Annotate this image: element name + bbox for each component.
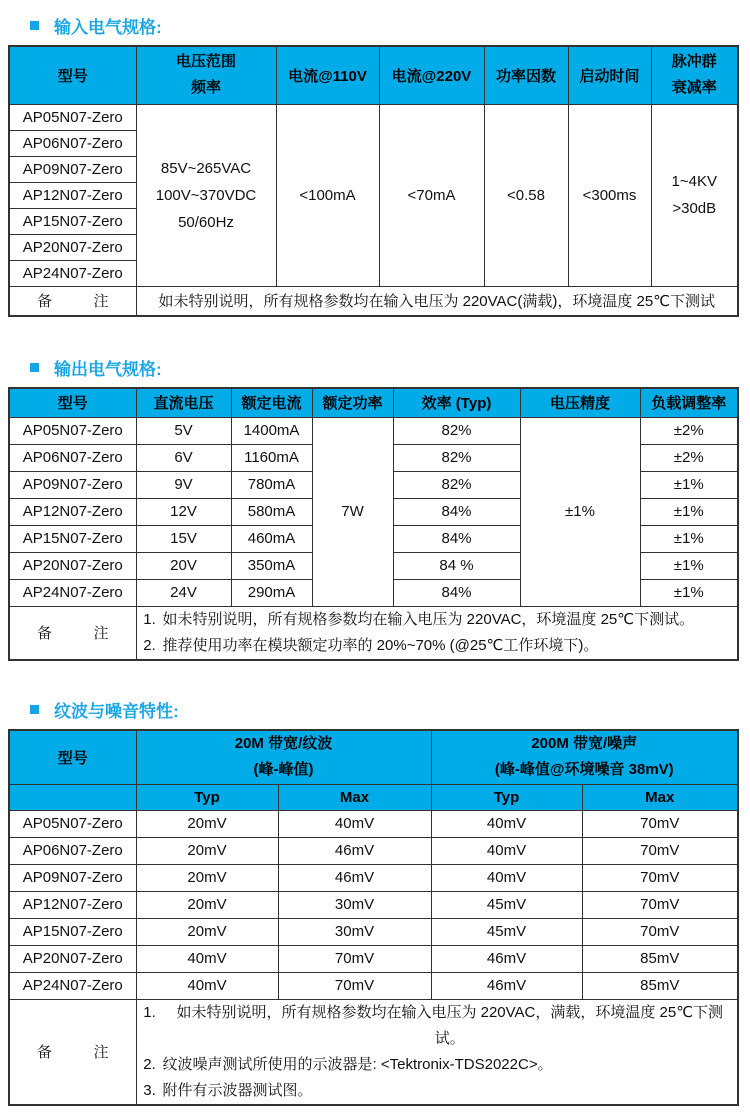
remark-text-cell [136, 606, 738, 660]
current-220v-cell: <70mA [379, 104, 484, 286]
model-cell: AP12N07-Zero [9, 498, 136, 525]
col-header-surge-attenuation: 脉冲群 衰减率 [651, 46, 738, 104]
model-cell: AP09N07-Zero [9, 156, 136, 182]
noise-max-cell: 85mV [582, 972, 738, 999]
dc-voltage-cell: 9V [136, 471, 231, 498]
dc-voltage-cell: 5V [136, 417, 231, 444]
rated-power-cell: 7W [312, 417, 393, 606]
rated-current-cell: 350mA [231, 552, 312, 579]
model-cell: AP15N07-Zero [9, 208, 136, 234]
table-row [9, 891, 738, 918]
remark-row [9, 999, 738, 1105]
col-header-noise-typ: Typ [431, 784, 582, 810]
efficiency-cell: 84% [393, 498, 520, 525]
col-header-voltage-range: 电压范围 频率 [136, 46, 276, 104]
ripple-max-cell: 46mV [278, 864, 431, 891]
rated-current-cell: 1160mA [231, 444, 312, 471]
table-row [9, 417, 738, 444]
col-header-power-factor: 功率因数 [484, 46, 568, 104]
header-row [9, 46, 738, 104]
col-header-ripple-max: Max [278, 784, 431, 810]
ripple-noise-table [8, 729, 739, 1106]
col-group-20m-ripple: 20M 带宽/纹波 (峰-峰值) [136, 730, 431, 784]
remark-text-cell [136, 999, 738, 1105]
rated-current-cell: 1400mA [231, 417, 312, 444]
noise-typ-cell: 46mV [431, 945, 582, 972]
table-row [9, 972, 738, 999]
model-cell: AP06N07-Zero [9, 444, 136, 471]
efficiency-cell: 84% [393, 579, 520, 606]
load-regulation-cell: ±1% [640, 579, 738, 606]
efficiency-cell: 82% [393, 417, 520, 444]
header-row [9, 730, 738, 784]
remark-line: 2. 纹波噪声测试所使用的示波器是: <Tektronix-TDS2022C>。 [143, 1055, 553, 1073]
rated-current-cell: 780mA [231, 471, 312, 498]
model-cell: AP12N07-Zero [9, 891, 136, 918]
remark-label-cell: 备 注 [9, 999, 136, 1105]
startup-time-cell: <300ms [568, 104, 651, 286]
section-title-text: 输入电气规格: [54, 18, 162, 37]
col-header-load-regulation: 负载调整率 [640, 388, 738, 417]
ripple-typ-cell: 20mV [136, 810, 278, 837]
table-row [9, 104, 738, 130]
noise-typ-cell: 45mV [431, 891, 582, 918]
col-header-current-110v: 电流@110V [276, 46, 379, 104]
section-title-text: 纹波与噪音特性: [54, 702, 179, 721]
remark-line: 1. 如未特别说明，所有规格参数均在输入电压为 220VAC，满载，环境温度 25℃下测试。 [143, 1003, 724, 1047]
noise-typ-cell: 40mV [431, 837, 582, 864]
noise-max-cell: 70mV [582, 810, 738, 837]
remark-row [9, 606, 738, 660]
load-regulation-cell: ±1% [640, 471, 738, 498]
col-header-current-220v: 电流@220V [379, 46, 484, 104]
ripple-max-cell: 30mV [278, 891, 431, 918]
square-bullet-icon [30, 363, 39, 372]
load-regulation-cell: ±1% [640, 498, 738, 525]
model-cell: AP06N07-Zero [9, 130, 136, 156]
rated-current-cell: 580mA [231, 498, 312, 525]
table-row [9, 945, 738, 972]
col-header-model: 型号 [9, 730, 136, 784]
remark-label-cell: 备 注 [9, 606, 136, 660]
efficiency-cell: 84% [393, 525, 520, 552]
col-header-startup-time: 启动时间 [568, 46, 651, 104]
dc-voltage-cell: 15V [136, 525, 231, 552]
section-title-output-specs [30, 355, 750, 380]
model-cell: AP05N07-Zero [9, 417, 136, 444]
noise-typ-cell: 40mV [431, 864, 582, 891]
section-title-text: 输出电气规格: [54, 360, 162, 379]
remark-line: 2. 推荐使用功率在模块额定功率的 20%~70% (@25℃工作环境下)。 [143, 636, 599, 654]
table-row [9, 810, 738, 837]
noise-max-cell: 70mV [582, 918, 738, 945]
remark-text-cell: 如未特别说明，所有规格参数均在输入电压为 220VAC(满载)，环境温度 25℃下测试 [136, 286, 738, 316]
square-bullet-icon [30, 705, 39, 714]
rated-current-cell: 290mA [231, 579, 312, 606]
ripple-max-cell: 46mV [278, 837, 431, 864]
rated-current-cell: 460mA [231, 525, 312, 552]
efficiency-cell: 84 % [393, 552, 520, 579]
ripple-typ-cell: 40mV [136, 972, 278, 999]
ripple-max-cell: 70mV [278, 972, 431, 999]
load-regulation-cell: ±1% [640, 552, 738, 579]
table-row [9, 837, 738, 864]
model-cell: AP06N07-Zero [9, 837, 136, 864]
current-110v-cell: <100mA [276, 104, 379, 286]
noise-max-cell: 70mV [582, 891, 738, 918]
col-header-rated-power: 额定功率 [312, 388, 393, 417]
ripple-typ-cell: 40mV [136, 945, 278, 972]
model-cell: AP05N07-Zero [9, 104, 136, 130]
ripple-typ-cell: 20mV [136, 837, 278, 864]
model-cell: AP24N07-Zero [9, 579, 136, 606]
ripple-typ-cell: 20mV [136, 891, 278, 918]
noise-max-cell: 70mV [582, 837, 738, 864]
noise-typ-cell: 40mV [431, 810, 582, 837]
col-header-efficiency: 效率 (Typ) [393, 388, 520, 417]
load-regulation-cell: ±2% [640, 444, 738, 471]
section-title-input-specs [30, 13, 750, 38]
empty-header-cell [9, 784, 136, 810]
input-spec-table [8, 45, 739, 317]
noise-typ-cell: 46mV [431, 972, 582, 999]
col-group-200m-noise: 200M 带宽/噪声 (峰-峰值@环境噪音 38mV) [431, 730, 738, 784]
remark-line: 1. 如未特别说明，所有规格参数均在输入电压为 220VAC，环境温度 25℃下测试。 [143, 610, 695, 628]
efficiency-cell: 82% [393, 444, 520, 471]
output-spec-table [8, 387, 739, 661]
model-cell: AP15N07-Zero [9, 918, 136, 945]
model-cell: AP09N07-Zero [9, 471, 136, 498]
dc-voltage-cell: 12V [136, 498, 231, 525]
ripple-typ-cell: 20mV [136, 864, 278, 891]
table-row [9, 918, 738, 945]
col-header-ripple-typ: Typ [136, 784, 278, 810]
col-header-noise-max: Max [582, 784, 738, 810]
model-cell: AP20N07-Zero [9, 234, 136, 260]
remark-label-cell: 备 注 [9, 286, 136, 316]
dc-voltage-cell: 24V [136, 579, 231, 606]
ripple-max-cell: 40mV [278, 810, 431, 837]
model-cell: AP24N07-Zero [9, 260, 136, 286]
noise-typ-cell: 45mV [431, 918, 582, 945]
ripple-max-cell: 30mV [278, 918, 431, 945]
efficiency-cell: 82% [393, 471, 520, 498]
ripple-typ-cell: 20mV [136, 918, 278, 945]
col-header-rated-current: 额定电流 [231, 388, 312, 417]
surge-attenuation-cell: 1~4KV >30dB [651, 104, 738, 286]
subheader-row [9, 784, 738, 810]
section-title-ripple-noise [30, 697, 750, 722]
table-row [9, 864, 738, 891]
model-cell: AP20N07-Zero [9, 552, 136, 579]
col-header-voltage-accuracy: 电压精度 [520, 388, 640, 417]
col-header-model: 型号 [9, 46, 136, 104]
noise-max-cell: 85mV [582, 945, 738, 972]
square-bullet-icon [30, 21, 39, 30]
voltage-accuracy-cell: ±1% [520, 417, 640, 606]
model-cell: AP12N07-Zero [9, 182, 136, 208]
model-cell: AP24N07-Zero [9, 972, 136, 999]
noise-max-cell: 70mV [582, 864, 738, 891]
col-header-dc-voltage: 直流电压 [136, 388, 231, 417]
model-cell: AP05N07-Zero [9, 810, 136, 837]
model-cell: AP09N07-Zero [9, 864, 136, 891]
model-cell: AP15N07-Zero [9, 525, 136, 552]
model-cell: AP20N07-Zero [9, 945, 136, 972]
col-header-model: 型号 [9, 388, 136, 417]
load-regulation-cell: ±1% [640, 525, 738, 552]
voltage-range-cell: 85V~265VAC 100V~370VDC 50/60Hz [136, 104, 276, 286]
dc-voltage-cell: 6V [136, 444, 231, 471]
remark-line: 3. 附件有示波器测试图。 [143, 1081, 313, 1099]
remark-row [9, 286, 738, 316]
header-row [9, 388, 738, 417]
dc-voltage-cell: 20V [136, 552, 231, 579]
load-regulation-cell: ±2% [640, 417, 738, 444]
power-factor-cell: <0.58 [484, 104, 568, 286]
ripple-max-cell: 70mV [278, 945, 431, 972]
